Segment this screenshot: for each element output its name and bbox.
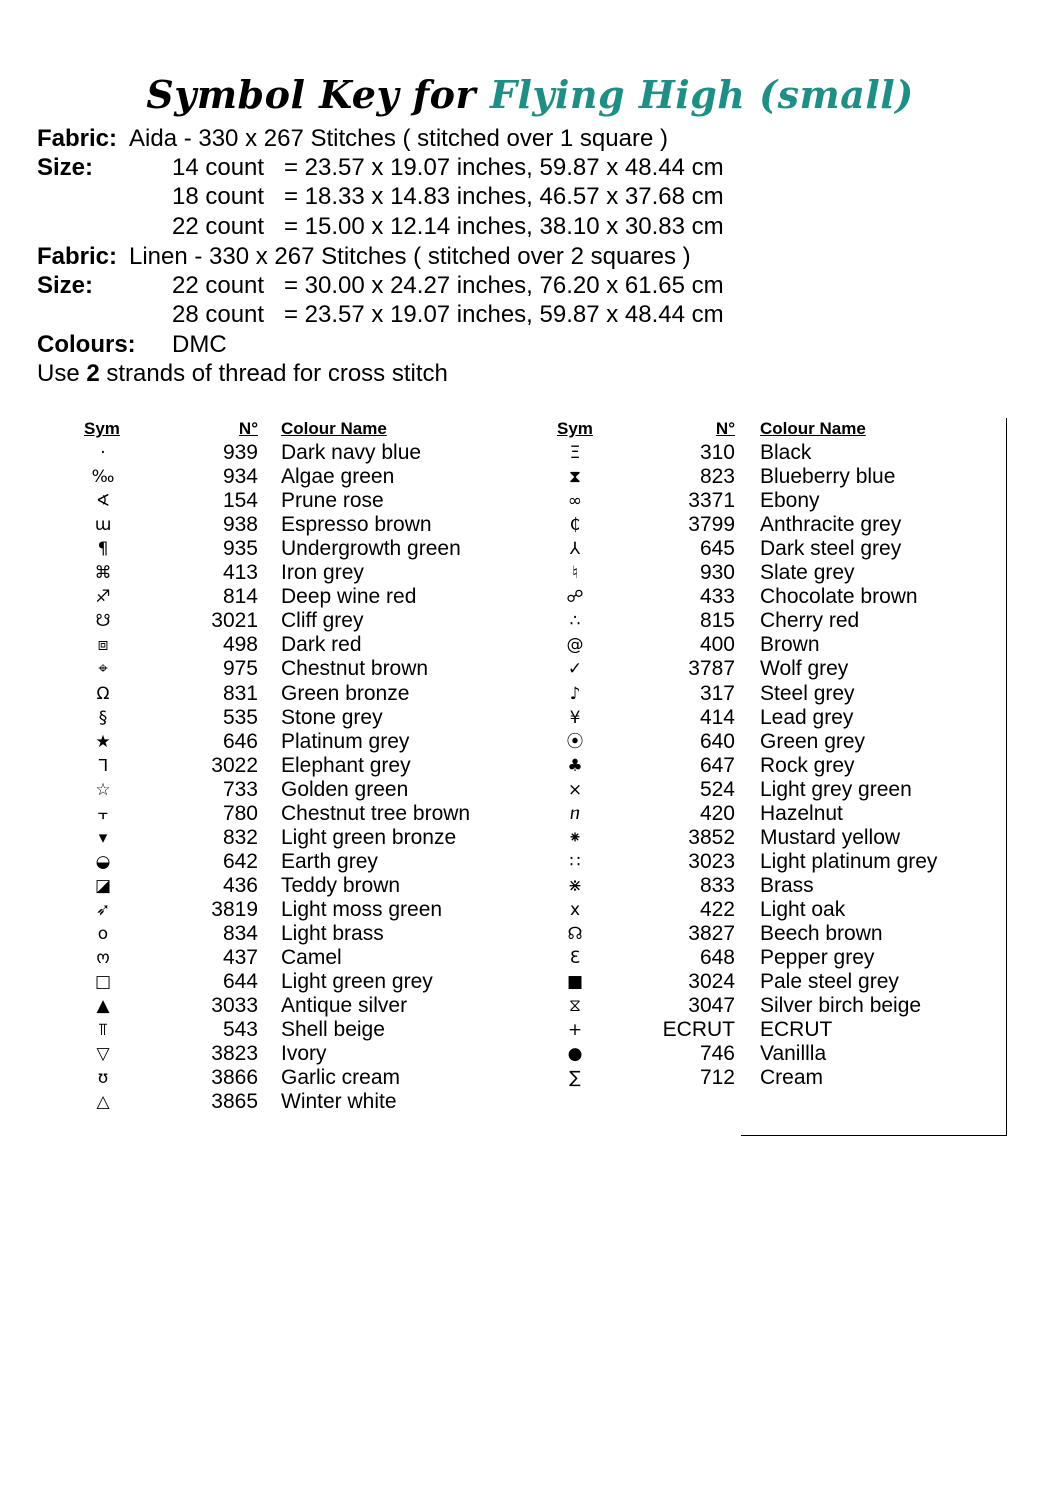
fabric-label: Fabric: <box>37 243 118 270</box>
dmc-number: 3371 <box>688 489 735 513</box>
dmc-number: 3865 <box>211 1090 258 1114</box>
symbol-row <box>0 1090 1060 1114</box>
symbol-glyph: ᒣ <box>97 755 109 776</box>
symbol-glyph: ☋ <box>95 611 111 632</box>
symbol-glyph: ‰ <box>91 467 115 488</box>
right-header-name: Colour Name <box>760 419 866 438</box>
colour-name: Antique silver <box>281 994 408 1018</box>
symbol-row <box>0 874 1060 898</box>
colours-label: Colours: <box>37 331 136 358</box>
symbol-row <box>0 994 1060 1018</box>
colour-name: Garlic cream <box>281 1066 401 1090</box>
symbol-glyph: ⴖ <box>569 803 581 824</box>
dmc-number: 3866 <box>211 1066 258 1090</box>
size-count: 18 count <box>172 183 265 210</box>
dmc-number: 498 <box>222 633 258 657</box>
symbol-row <box>0 489 1060 513</box>
symbol-glyph: § <box>98 707 108 728</box>
symbol-glyph: ⫪ <box>98 1020 108 1041</box>
colour-name: Light grey green <box>760 777 912 801</box>
colour-name: Cliff grey <box>281 609 364 633</box>
symbol-glyph: ♣ <box>567 755 583 776</box>
dmc-number: 3047 <box>688 994 735 1018</box>
dmc-number: 644 <box>222 970 258 994</box>
fabric-label: Fabric: <box>37 125 118 152</box>
symbol-row <box>0 898 1060 922</box>
colour-name: Green bronze <box>281 681 410 705</box>
dmc-number: 640 <box>699 729 735 753</box>
symbol-glyph: ☆ <box>95 779 111 800</box>
colour-name: Chestnut brown <box>281 657 429 681</box>
symbol-glyph: ⌖ <box>98 659 108 680</box>
symbol-row <box>0 946 1060 970</box>
symbol-glyph: ∑ <box>569 1068 581 1089</box>
symbol-glyph: ◒ <box>95 851 111 872</box>
symbol-row <box>0 778 1060 802</box>
symbol-row <box>0 730 1060 754</box>
page-title <box>0 72 1060 117</box>
strands-count: 2 <box>86 360 100 387</box>
size-label: Size: <box>37 272 94 299</box>
dmc-number: 832 <box>222 825 258 849</box>
size-count: 22 count <box>172 213 265 240</box>
dmc-number: 646 <box>222 729 258 753</box>
dmc-number: 3033 <box>211 994 258 1018</box>
symbol-glyph: ⅄ <box>569 539 581 560</box>
size-value: = 23.57 x 19.07 inches, 59.87 x 48.44 cm <box>284 301 724 328</box>
colour-name: Teddy brown <box>281 873 401 897</box>
dmc-number: 535 <box>222 705 258 729</box>
size-value: = 23.57 x 19.07 inches, 59.87 x 48.44 cm <box>284 154 724 181</box>
colour-name: Green grey <box>760 729 866 753</box>
symbol-glyph: + <box>567 1020 583 1041</box>
symbol-glyph: Ω <box>96 683 110 704</box>
dmc-number: 746 <box>699 1042 735 1066</box>
colour-name: Hazelnut <box>760 801 843 825</box>
colour-name: Chestnut tree brown <box>281 801 471 825</box>
title-pattern-name: Flying High (small) <box>490 72 914 117</box>
size-count: 22 count <box>172 272 265 299</box>
dmc-number: 938 <box>222 513 258 537</box>
dmc-number: 645 <box>699 537 735 561</box>
symbol-glyph: ★ <box>95 731 111 752</box>
dmc-number: 422 <box>699 897 735 921</box>
colour-name: Wolf grey <box>760 657 849 681</box>
dmc-number: 414 <box>699 705 735 729</box>
symbol-glyph: ➶ <box>95 899 111 920</box>
symbol-glyph: ♮ <box>571 563 579 584</box>
colour-name: Steel grey <box>760 681 855 705</box>
dmc-number: 154 <box>222 489 258 513</box>
colour-name: Beech brown <box>760 922 883 945</box>
symbol-glyph: · <box>100 443 106 463</box>
symbol-glyph: Ξ <box>569 443 581 463</box>
symbol-glyph: ⋇ <box>567 875 583 896</box>
colour-name: Cream <box>760 1066 824 1090</box>
dmc-number: 930 <box>699 561 735 585</box>
size-count: 14 count <box>172 154 265 181</box>
symbol-glyph: ⌘ <box>94 563 112 584</box>
symbol-row <box>0 970 1060 994</box>
table-right-border <box>1006 418 1007 1136</box>
colour-name: Undergrowth green <box>281 537 461 561</box>
dmc-number: 934 <box>222 465 258 489</box>
colour-name: Espresso brown <box>281 513 432 537</box>
strands-prefix: Use <box>37 360 80 387</box>
dmc-number: 3021 <box>211 609 258 633</box>
symbol-row <box>0 754 1060 778</box>
colour-name: Dark steel grey <box>760 537 902 561</box>
symbol-glyph: ▲ <box>96 996 110 1017</box>
colour-name: Black <box>760 441 812 464</box>
symbol-row <box>0 1066 1060 1090</box>
colour-name: Mustard yellow <box>760 825 901 849</box>
symbol-row <box>0 1018 1060 1042</box>
colour-name: Light oak <box>760 897 846 921</box>
symbol-row <box>0 465 1060 489</box>
dmc-number: 3827 <box>688 922 735 945</box>
symbol-glyph: ɯ <box>94 515 112 536</box>
symbol-glyph: ☍ <box>566 587 584 608</box>
dmc-number: 433 <box>699 585 735 609</box>
dmc-number: 834 <box>222 922 258 945</box>
symbol-row <box>0 561 1060 585</box>
colour-name: Algae green <box>281 465 395 489</box>
size-label: Size: <box>37 154 94 181</box>
symbol-glyph: ∷ <box>569 851 581 872</box>
symbol-row <box>0 682 1060 706</box>
symbol-row <box>0 802 1060 826</box>
symbol-glyph: ⧗ <box>569 467 581 488</box>
dmc-number: 833 <box>699 873 735 897</box>
symbol-glyph: ▽ <box>96 1044 110 1065</box>
symbol-glyph: △ <box>96 1092 110 1113</box>
dmc-number: 420 <box>699 801 735 825</box>
left-header-num: N° <box>238 419 258 438</box>
title-prefix: Symbol Key for <box>146 72 476 117</box>
symbol-glyph: ♐ <box>95 587 111 608</box>
dmc-number: 524 <box>699 777 735 801</box>
symbol-glyph: ¶ <box>97 539 109 560</box>
symbol-row <box>0 850 1060 874</box>
symbol-row <box>0 922 1060 946</box>
size-value: = 15.00 x 12.14 inches, 38.10 x 30.83 cm <box>284 213 724 240</box>
colour-name: Light moss green <box>281 897 443 921</box>
colour-name: Golden green <box>281 777 409 801</box>
colour-name: Light brass <box>281 922 384 945</box>
symbol-glyph: ☊ <box>567 924 583 944</box>
symbol-row <box>0 441 1060 465</box>
left-header-sym: Sym <box>84 419 120 438</box>
dmc-number: 814 <box>222 585 258 609</box>
table-bottom-border <box>741 1135 1007 1136</box>
symbol-glyph: ⁕ <box>567 827 583 848</box>
colour-name: Light green bronze <box>281 825 457 849</box>
colour-name: Lead grey <box>760 705 854 729</box>
colour-name: Elephant grey <box>281 753 411 777</box>
symbol-row <box>0 585 1060 609</box>
strands-line <box>37 359 448 388</box>
colour-name: Anthracite grey <box>760 513 902 537</box>
size-value: = 18.33 x 14.83 inches, 46.57 x 37.68 cm <box>284 183 724 210</box>
dmc-number: 3023 <box>688 849 735 873</box>
colour-name: Earth grey <box>281 849 378 873</box>
symbol-glyph: ♪ <box>569 683 581 704</box>
colour-name: Vanillla <box>760 1042 827 1066</box>
dmc-number: 3852 <box>688 825 735 849</box>
dmc-number: 975 <box>222 657 258 681</box>
dmc-number: 780 <box>222 801 258 825</box>
colour-name: Brown <box>760 633 820 657</box>
colour-name: Deep wine red <box>281 585 417 609</box>
dmc-number: 436 <box>222 873 258 897</box>
symbol-row <box>0 826 1060 850</box>
dmc-number: 831 <box>222 681 258 705</box>
dmc-number: 413 <box>222 561 258 585</box>
strands-suffix: strands of thread for cross stitch <box>106 360 448 387</box>
colour-name: Ebony <box>760 489 820 513</box>
symbol-row <box>0 633 1060 657</box>
size-value: = 30.00 x 24.27 inches, 76.20 x 61.65 cm <box>284 272 724 299</box>
symbol-glyph: @ <box>566 635 584 656</box>
symbol-glyph: o <box>97 924 109 944</box>
colour-name: Stone grey <box>281 705 383 729</box>
symbol-glyph: ▾ <box>98 827 108 848</box>
dmc-number: 3787 <box>688 657 735 681</box>
colour-name: Light platinum grey <box>760 849 938 873</box>
symbol-glyph: ¥ <box>569 707 581 728</box>
colour-name: Chocolate brown <box>760 585 918 609</box>
colour-name: Prune rose <box>281 489 384 513</box>
colour-name: Silver birch beige <box>760 994 922 1018</box>
symbol-glyph: x <box>569 899 581 920</box>
colour-name: Blueberry blue <box>760 465 896 489</box>
symbol-glyph: ∞ <box>567 491 583 512</box>
colour-name: Brass <box>760 873 814 897</box>
dmc-number: 939 <box>222 441 258 464</box>
dmc-number: 648 <box>699 946 735 970</box>
symbol-glyph: ■ <box>566 972 584 993</box>
symbol-glyph: ⧈ <box>97 635 109 656</box>
dmc-number: 3819 <box>211 897 258 921</box>
colour-name: ECRUT <box>760 1018 833 1042</box>
dmc-number: 815 <box>699 609 735 633</box>
symbol-row <box>0 609 1060 633</box>
symbol-glyph: ⧖ <box>569 996 581 1017</box>
dmc-number: 3823 <box>211 1042 258 1066</box>
symbol-glyph: ⨯ <box>567 779 583 800</box>
symbol-row <box>0 706 1060 730</box>
dmc-number: 3022 <box>211 753 258 777</box>
dmc-number: 317 <box>699 681 735 705</box>
symbol-glyph: ● <box>567 1044 583 1065</box>
dmc-number: 642 <box>222 849 258 873</box>
symbol-glyph: ო <box>96 948 110 969</box>
symbol-glyph: ∴ <box>569 611 581 632</box>
symbol-glyph: □ <box>94 972 112 993</box>
symbol-glyph: ⫟ <box>97 803 109 824</box>
right-header-sym: Sym <box>557 419 593 438</box>
right-header-num: N° <box>715 419 735 438</box>
colour-name: Shell beige <box>281 1018 385 1042</box>
colour-name: Iron grey <box>281 561 364 585</box>
colour-name: Rock grey <box>760 753 855 777</box>
colour-name: Dark navy blue <box>281 441 422 464</box>
dmc-number: 712 <box>699 1066 735 1090</box>
dmc-number: 647 <box>699 753 735 777</box>
dmc-number: 3799 <box>688 513 735 537</box>
dmc-number: 543 <box>222 1018 258 1042</box>
colour-name: Light green grey <box>281 970 433 994</box>
colours-value: DMC <box>172 331 227 358</box>
symbol-row <box>0 1042 1060 1066</box>
symbol-glyph: ✓ <box>567 659 583 680</box>
symbol-glyph: ∢ <box>95 491 111 512</box>
dmc-number: 733 <box>222 777 258 801</box>
colour-name: Winter white <box>281 1090 397 1114</box>
left-header-name: Colour Name <box>281 419 387 438</box>
colour-name: Pepper grey <box>760 946 875 970</box>
dmc-number: 437 <box>222 946 258 970</box>
colour-name: Slate grey <box>760 561 855 585</box>
colour-name: Platinum grey <box>281 729 410 753</box>
symbol-glyph: ⦿ <box>566 731 584 752</box>
dmc-number: 400 <box>699 633 735 657</box>
symbol-glyph: Ɛ <box>569 948 581 969</box>
fabric-aida-text: Aida - 330 x 267 Stitches ( stitched over 1 square ) <box>129 125 668 152</box>
symbol-glyph: ʊ <box>97 1068 109 1089</box>
dmc-number: ECRUT <box>662 1018 735 1042</box>
colour-name: Ivory <box>281 1042 327 1066</box>
colour-name: Pale steel grey <box>760 970 899 994</box>
dmc-number: 3024 <box>688 970 735 994</box>
dmc-number: 935 <box>222 537 258 561</box>
colour-name: Dark red <box>281 633 362 657</box>
symbol-row <box>0 513 1060 537</box>
size-count: 28 count <box>172 301 265 328</box>
symbol-row <box>0 657 1060 681</box>
colour-name: Camel <box>281 946 342 970</box>
dmc-number: 823 <box>699 465 735 489</box>
colour-name: Cherry red <box>760 609 860 633</box>
symbol-row <box>0 537 1060 561</box>
symbol-glyph: ◪ <box>94 875 112 896</box>
symbol-glyph: ₵ <box>569 515 581 536</box>
dmc-number: 310 <box>699 441 735 464</box>
fabric-linen-text: Linen - 330 x 267 Stitches ( stitched over 2 squares ) <box>129 243 691 270</box>
